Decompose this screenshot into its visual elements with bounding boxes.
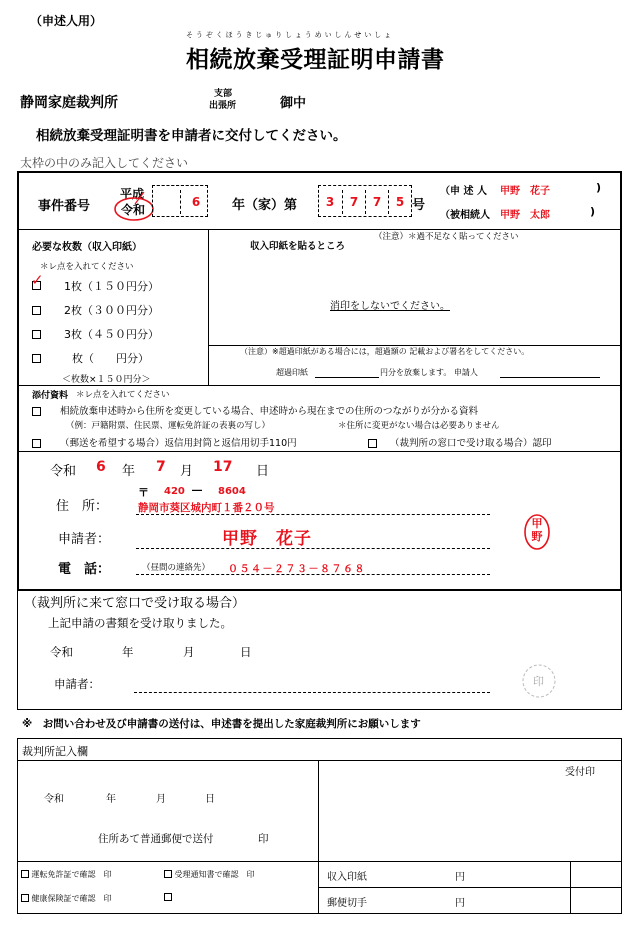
address-label: 住 所： [56,499,109,514]
request-text: 相続放棄受理証明書を申請者に交付してください。 [36,128,347,144]
phone-note: （昼間の連絡先） [142,563,211,573]
honorific: 御中 [280,96,307,111]
copies-heading: 必要な枚数（収入印紙） [32,242,142,253]
era-old: 平成 [120,187,145,201]
excess-label: 超過印紙 [276,368,308,377]
postal-separator: ― [192,485,202,496]
era-new: 令和 [121,203,146,217]
stamp-area-note: （注意）＊過不足なく貼ってください [374,232,519,242]
court-day-unit: 日 [205,794,215,805]
postal-mark: 〒 [138,486,149,499]
attachment-checkbox-3[interactable] [368,437,377,450]
attachment-checkbox-1[interactable] [32,405,41,418]
receiver-label: 申請者： [54,677,100,691]
decedent-party-label: （被相続人 [440,210,490,221]
copies-option-label-4: 枚（ 円分） [72,352,149,365]
seal-placeholder: 印 [533,675,544,688]
applicant-label: 申請者： [58,532,111,547]
pickup-year-unit: 年 [122,645,134,659]
instruction-text: 太枠の中のみ記入してください [20,156,189,170]
received-stamp-label: 受付印 [565,767,595,778]
court-era: 令和 [44,794,64,805]
postage-label: 郵便切手 [327,898,367,909]
number-digit-3: 7 [372,195,382,209]
copies-option-label-3: 3枚（４５０円分） [64,328,159,341]
copies-option-label-2: 2枚（３００円分） [64,304,159,317]
applicant-name: 甲野 花子 [222,529,312,549]
attachment-item-2: （郵送を希望する場合）返信用封筒と返信用切手110円 [60,438,297,449]
date-era: 令和 [50,464,77,479]
attachment-item-1: 相続放棄申述時から住所を変更している場合、申述時から現在までの住所のつながりが分かる資料 [60,406,479,417]
pickup-era: 令和 [50,645,73,659]
court-month-unit: 月 [156,794,166,805]
copies-option-3[interactable] [32,328,41,341]
court-year-unit: 年 [106,794,116,805]
phone-value: ０５４－２７３－８７６８ [228,564,366,575]
number-suffix: 号 [412,198,426,213]
copies-option-label-1: 1枚（１５０円分） [64,280,159,293]
revenue-stamp-label: 収入印紙 [327,872,367,883]
number-digit-4: 5 [395,195,405,209]
date-month-unit: 月 [180,464,194,479]
seal-text: 甲野 [531,517,543,543]
pickup-day-unit: 日 [240,645,252,659]
check-mark-icon: ✓ [31,271,44,289]
date-year: 6 [96,459,106,475]
stamp-area-title: 収入印紙を貼るところ [250,241,346,252]
pickup-heading: （裁判所に来て窓口で受け取る場合） [24,596,246,611]
year-suffix: 年（家）第 [232,198,298,213]
notice-text: ※ お問い合わせ及び申請書の送付は、申述書を提出した家庭裁判所にお願いします [22,718,421,730]
copies-note: ＜枚数×１５０円分＞ [62,375,151,385]
branch-label: 支部 [214,89,233,99]
attachment-item-1-note: ＊住所に変更がない場合は必要ありません [338,421,500,431]
check-blank[interactable] [164,893,172,902]
check-insurance[interactable]: 健康保険証で確認 印 [21,893,112,904]
attachment-item-1-sub: （例：戸籍附票、住民票、運転免許証の表裏の写し） [66,421,271,431]
number-digit-1: 3 [325,195,335,209]
mail-note: 住所あて普通郵便で送付 [98,833,214,845]
excess-suffix: 円分を放棄します。 申請人 [380,368,478,377]
date-year-unit: 年 [122,464,136,479]
postage-yen: 円 [455,898,465,909]
copies-hint: ＊レ点を入れてください [40,262,134,272]
mail-seal: 印 [258,833,269,845]
postal-code-a: 420 [164,486,185,497]
page-title: 相続放棄受理証明申請書 [186,47,445,73]
address-value: 静岡市葵区城内町１番２０号 [138,502,275,514]
postal-code-b: 8604 [218,486,246,497]
case-label: 事件番号 [38,199,91,214]
attachment-item-3: （裁判所の窓口で受け取る場合）認印 [390,438,552,449]
revenue-stamp-yen: 円 [455,872,465,883]
applicant-party-name: 甲野 花子 [500,186,550,197]
title-furigana: そうぞくほうきじゅりしょうめいしんせいしょ [186,31,394,39]
number-digit-2: 7 [349,195,359,209]
decedent-party-name: 甲野 太郎 [500,210,550,221]
pickup-text: 上記申請の書類を受け取りました。 [48,616,232,630]
copies-option-4[interactable] [32,352,41,365]
applicant-party-label: （申 述 人 [440,186,487,197]
court-name: 静岡家庭裁判所 [20,95,118,111]
corner-label: （申述人用） [30,14,103,28]
year-digit-2: 6 [191,195,201,209]
attachments-heading: 添付資料 [32,391,69,401]
no-cancel-note: 消印をしないでください。 [330,301,450,312]
era-strike-mark [132,188,146,208]
decedent-close-paren: ) [590,205,596,218]
date-day-unit: 日 [256,464,270,479]
applicant-close-paren: ) [596,181,602,194]
phone-label: 電 話： [58,562,111,577]
copies-option-2[interactable] [32,304,41,317]
attachments-hint: ＊レ点を入れてください [76,390,170,400]
check-notice[interactable]: 受理通知書で確認 印 [164,869,255,880]
date-month: 7 [156,459,166,475]
check-license[interactable]: 運転免許証で確認 印 [21,869,112,880]
attachment-checkbox-2[interactable] [32,437,41,450]
office-label: 出張所 [209,101,237,111]
court-use-heading: 裁判所記入欄 [22,745,88,758]
excess-note: （注意）※超過印紙がある場合には，超過額の 記載および署名をしてください。 [240,347,530,356]
date-day: 17 [213,459,233,475]
pickup-month-unit: 月 [183,645,195,659]
